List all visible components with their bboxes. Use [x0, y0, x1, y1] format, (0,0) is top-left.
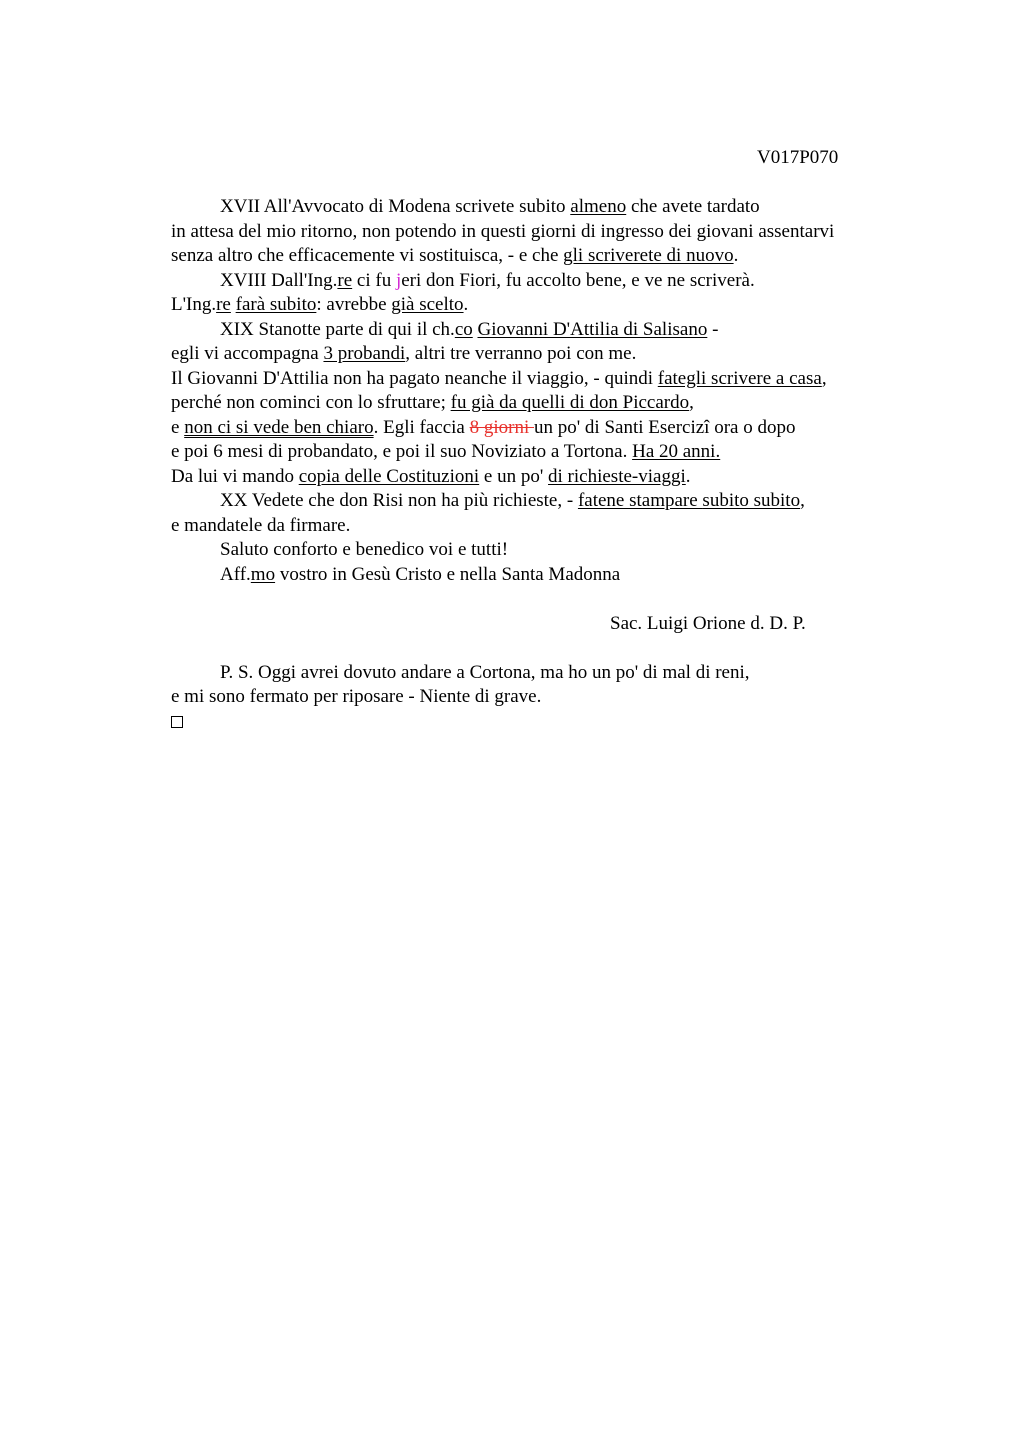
inserted-letter: j: [395, 269, 402, 291]
paragraph-xvii-line-2: in attesa del mio ritorno, non potendo in questi giorni di ingresso dei giovani assentarvi: [171, 220, 835, 242]
paragraph-xx-line-2: e mandatele da firmare.: [171, 514, 351, 536]
paragraph-xvii-line-1: XVII All'Avvocato di Modena scrivete subito almeno che avete tardato: [220, 196, 760, 217]
letter-body: [171, 195, 931, 734]
page-id: V017P070: [757, 147, 839, 168]
paragraph-xviii-line-2: L'Ing.re farà subito: avrebbe già scelto.: [171, 294, 469, 315]
deleted-text: 8 giorni: [469, 416, 534, 438]
end-marker-line: [171, 710, 931, 735]
paragraph-xix-line-4: perché non cominci con lo sfruttare; fu già da quelli di don Piccardo,: [171, 392, 694, 413]
paragraph-xix-line-6: e poi 6 mesi di probandato, e poi il suo Noviziato a Tortona. Ha 20 anni.: [171, 441, 721, 462]
paragraph-xix-line-7: Da lui vi mando copia delle Costituzioni e un po' di richieste-viaggi.: [171, 465, 691, 487]
paragraph-xix-line-1: XIX Stanotte parte di qui il ch.co Giovanni D'Attilia di Salisano -: [220, 318, 719, 340]
closing-line: Aff.mo vostro in Gesù Cristo e nella Santa Madonna: [220, 563, 621, 585]
paragraph-xix-line-2: egli vi accompagna 3 probandi, altri tre verranno poi con me.: [171, 343, 637, 364]
postscript-line-1: P. S. Oggi avrei dovuto andare a Cortona, ma ho un po' di mal di reni,: [220, 661, 750, 683]
paragraph-xx-line-1: XX Vedete che don Risi non ha più richieste, - fatene stampare subito subito,: [220, 490, 805, 511]
paragraph-xvii-line-3: senza altro che efficacemente vi sostituisca, - e che gli scriverete di nuovo.: [171, 245, 739, 266]
paragraph-xix-line-3: Il Giovanni D'Attilia non ha pagato neanche il viaggio, - quindi fategli scrivere a casa,: [171, 367, 827, 389]
paragraph-xix-line-5: e non ci si vede ben chiaro. Egli faccia 8 giorni un po' di Santi Esercizi ora o dopo: [171, 416, 796, 438]
paragraph-xviii-line-1: XVIII Dall'Ing.re ci fu jeri don Fiori, fu accolto bene, e ve ne scriverà.: [220, 269, 755, 291]
checkbox-square-icon: [171, 716, 183, 728]
signature: Sac. Luigi Orione d. D. P.: [610, 612, 806, 634]
spacer: [171, 587, 931, 612]
greeting-line: Saluto conforto e benedico voi e tutti!: [220, 539, 509, 560]
spacer: [171, 636, 931, 661]
postscript-line-2: e mi sono fermato per riposare - Niente di grave.: [171, 686, 542, 707]
